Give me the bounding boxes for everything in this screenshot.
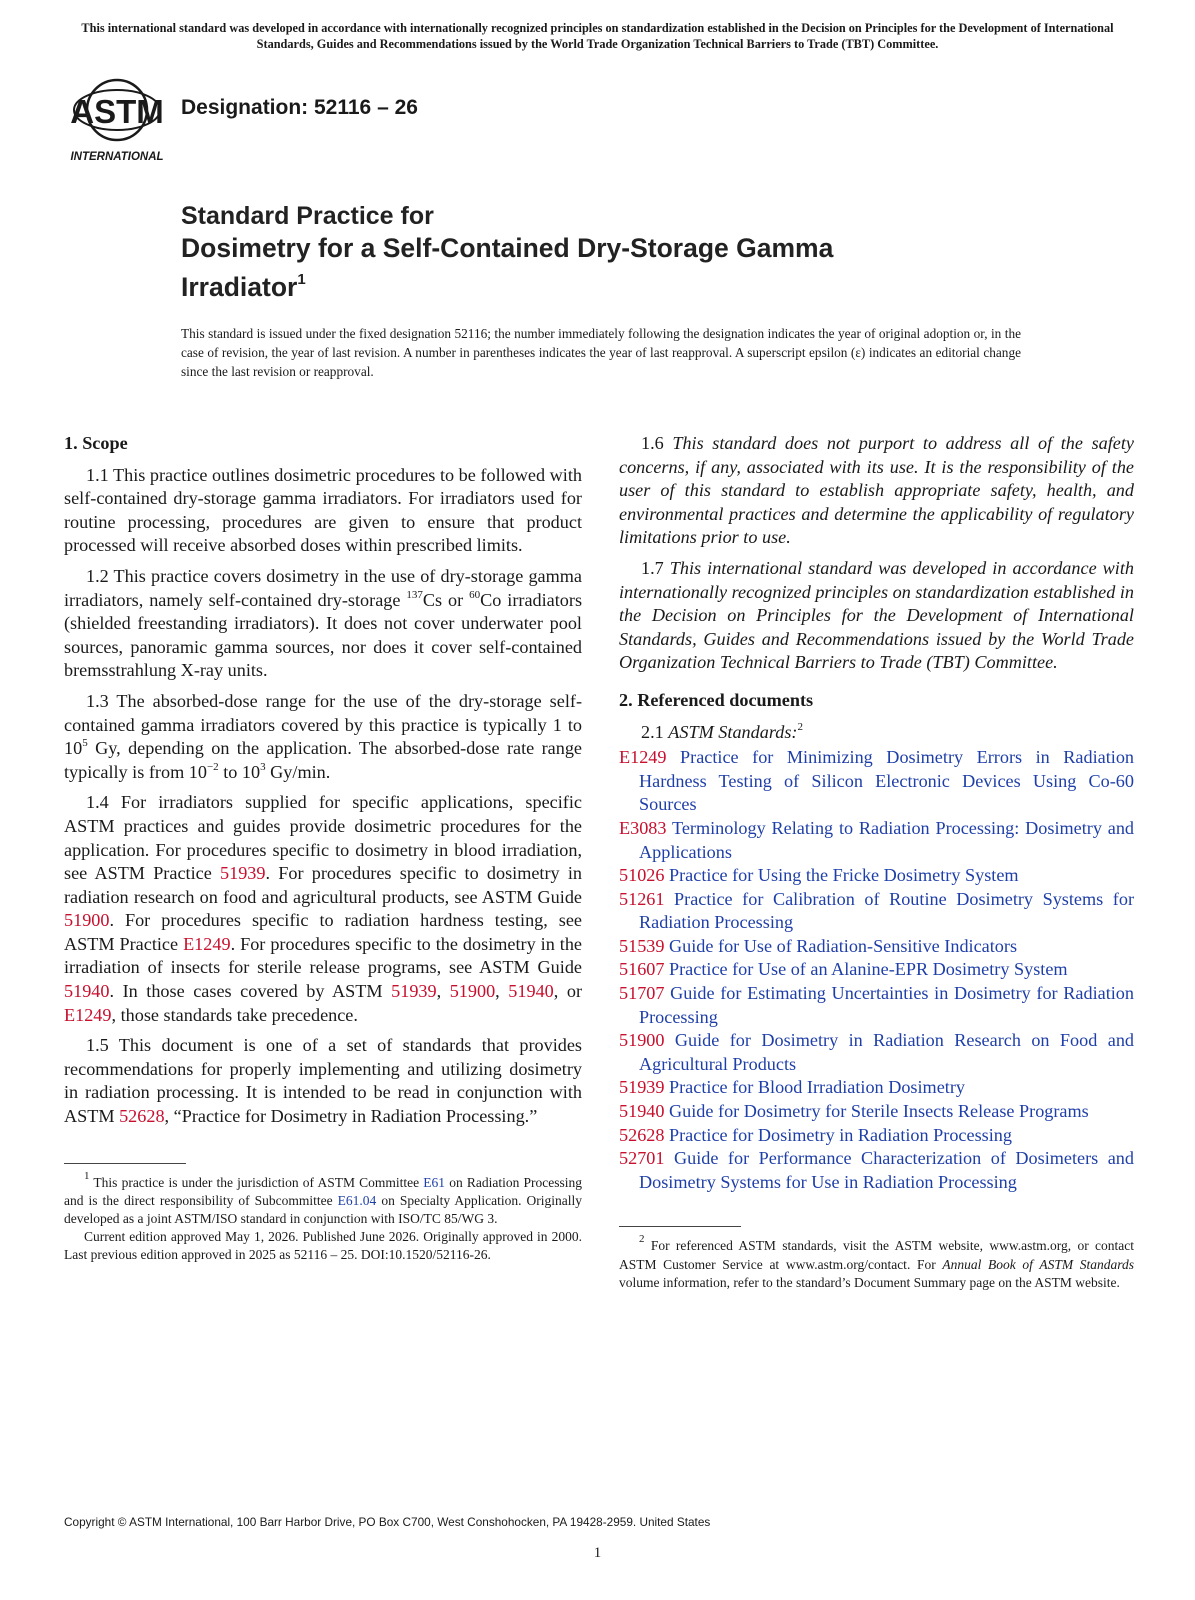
- logo-tagline: INTERNATIONAL: [70, 151, 164, 163]
- title-line-3-text: Irradiator: [181, 272, 298, 302]
- link-52628[interactable]: 52628: [119, 1106, 165, 1127]
- designation: Designation: 52116 – 26: [181, 96, 418, 119]
- reference-item: [619, 1029, 1134, 1076]
- sup-minus-2: −2: [206, 760, 219, 773]
- link-E61[interactable]: E61: [423, 1174, 446, 1190]
- title-line-2: Dosimetry for a Self-Contained Dry-Storage Gamma: [181, 233, 834, 263]
- reference-title-link[interactable]: Practice for Dosimetry in Radiation Processing: [669, 1124, 1012, 1145]
- page-number: 1: [593, 1545, 602, 1561]
- reference-code-link[interactable]: E1249: [619, 747, 667, 768]
- footnote-rule-right: [619, 1226, 741, 1227]
- reference-title-link[interactable]: Guide for Dosimetry for Sterile Insects Release Programs: [669, 1101, 1089, 1122]
- para-1-7-text: This international standard was developed in accordance with internationally recognized principles on standardization established in the Decision on Principles for the Development of International Standards, Guides and Recommendations issued by the World Trade Organization Technical Barriers to Trade (TBT) Committee.: [619, 557, 1135, 673]
- para-1-6: [619, 432, 1134, 550]
- reference-code-link[interactable]: 51607: [619, 959, 665, 980]
- link-51900-2[interactable]: 51900: [449, 981, 496, 1002]
- astm-logo-icon: [64, 70, 170, 166]
- copyright: Copyright © ASTM International, 100 Barr Harbor Drive, PO Box C700, West Conshohocken, PA 19428-2959. United States: [64, 1515, 711, 1529]
- reference-item: [619, 1076, 1134, 1100]
- reference-title-link[interactable]: Practice for Blood Irradiation Dosimetry: [669, 1077, 965, 1098]
- reference-title-link[interactable]: Guide for Performance Characterization of Dosimeters and Dosimetry Systems for Use in Radiation Processing: [639, 1148, 1134, 1192]
- reference-code-link[interactable]: 51940: [619, 1101, 665, 1122]
- astm-logo: [64, 70, 170, 166]
- para-1-3-text-b: Gy, depending on the application. The absorbed-dose rate range typically is from 10: [64, 738, 582, 782]
- link-51900[interactable]: 51900: [64, 910, 110, 931]
- reference-item: [619, 982, 1134, 1029]
- reference-item: [619, 746, 1134, 817]
- para-1-4-text-c: . For procedures specific to radiation hardness testing, see ASTM Practice: [64, 910, 582, 954]
- reference-list: [619, 746, 1134, 1194]
- title-line-1: Standard Practice for: [181, 202, 434, 230]
- referenced-heading: 2. Referenced documents: [619, 689, 814, 710]
- reference-code-link[interactable]: 51900: [619, 1030, 665, 1051]
- para-1-3-text-a: 1.3 The absorbed-dose range for the use of the dry-storage self-contained gamma irradiators covered by this practice is typically 1 to 10: [64, 690, 582, 759]
- reference-title-link[interactable]: Practice for Calibration of Routine Dosimetry Systems for Radiation Processing: [639, 888, 1135, 933]
- reference-title-link[interactable]: Guide for Estimating Uncertainties in Dosimetry for Radiation Processing: [639, 983, 1134, 1027]
- reference-code-link[interactable]: 52701: [619, 1148, 665, 1169]
- para-1-4-text-d: . For procedures specific to the dosimetry in the irradiation of insects for sterile release programs, see ASTM Guide: [64, 933, 582, 978]
- reference-item: [619, 888, 1134, 935]
- reference-code-link[interactable]: E3083: [619, 817, 667, 838]
- footnote-1-text: [64, 1169, 583, 1229]
- footnote-rule-left: [64, 1163, 186, 1164]
- para-1-5-text-b: , “Practice for Dosimetry in Radiation Processing.”: [164, 1106, 538, 1127]
- reference-code-link[interactable]: 51939: [619, 1077, 665, 1098]
- reference-title-link[interactable]: Practice for Minimizing Dosimetry Errors in Radiation Hardness Testing of Silicon Electronic Devices Using Co-60 Sources: [639, 747, 1135, 815]
- para-1-4-text-a: 1.4 For irradiators supplied for specific applications, specific ASTM practices and guides provide dosimetric procedures for the application. For procedures specific to dosimetry in blood irradiation, see ASTM Practice: [64, 792, 582, 884]
- top-notice: This international standard was developed in accordance with internationally recognized principles on standardization established in the Decision on Principles for the Development of International Standards, Guides and Recommendations issued by the World Trade Organization Technical Barriers to Trade (TBT) Committee.: [81, 21, 1114, 51]
- astm-standards-subheading: [619, 721, 1134, 745]
- reference-title-link[interactable]: Practice for Using the Fricke Dosimetry System: [669, 865, 1019, 886]
- para-1-6-text: This standard does not purport to address all of the safety concerns, if any, associated with its use. It is the responsibility of the user of this standard to establish appropriate safety, health, and environmental practices and determine the applicability of regulatory limitations prior to use.: [619, 433, 1134, 548]
- scope-heading: 1. Scope: [64, 433, 128, 453]
- reference-code-link[interactable]: 51707: [619, 983, 665, 1004]
- reference-title-link[interactable]: Practice for Use of an Alanine-EPR Dosimetry System: [669, 959, 1068, 980]
- para-1-2-text-c: Co irradiators (shielded freestanding irradiators). It does not cover underwater pool sources, panoramic gamma sources, nor does it cover self-contained bremsstrahlung X-ray units.: [64, 589, 583, 681]
- footnote-2: [619, 1233, 1134, 1292]
- reference-code-link[interactable]: 51539: [619, 935, 665, 956]
- sub-label: ASTM Standards:: [668, 721, 798, 742]
- para-1-2: [64, 565, 582, 683]
- para-1-3-text-c: to 10: [218, 761, 261, 782]
- para-1-2-text-b: Cs or: [422, 589, 470, 610]
- para-1-4-text-b: . For procedures specific to dosimetry in radiation research on food and agricultural products, see ASTM Guide: [64, 863, 582, 907]
- reference-item: [619, 935, 1134, 959]
- link-51939[interactable]: 51939: [220, 863, 266, 884]
- footnote-1: [64, 1169, 583, 1265]
- footnote-1-b: on Radiation Processing and is the direct responsibility of Subcommittee: [64, 1174, 582, 1208]
- footnote-1-c: on Specialty Application. Originally developed as a joint ASTM/ISO standard in conjunction with ISO/TC 85/WG 3.: [64, 1192, 583, 1227]
- sub-footnote-mark: 2: [797, 720, 803, 733]
- sup-137: 137: [406, 588, 423, 601]
- reference-item: [619, 958, 1134, 982]
- reference-item: [619, 864, 1134, 888]
- para-1-5: [64, 1034, 582, 1128]
- reference-title-link[interactable]: Terminology Relating to Radiation Processing: Dosimetry and Applications: [639, 817, 1135, 862]
- footnote-2-italic: Annual Book of ASTM Standards: [942, 1256, 1134, 1272]
- para-1-7: [619, 557, 1134, 675]
- footnote-1-mark: 1: [84, 1169, 90, 1182]
- reference-code-link[interactable]: 52628: [619, 1124, 665, 1145]
- link-51940[interactable]: 51940: [64, 981, 110, 1002]
- footnote-2-b: volume information, refer to the standard’s Document Summary page on the ASTM website.: [619, 1274, 1120, 1290]
- para-1-3: [64, 690, 582, 784]
- sup-5: 5: [82, 737, 88, 750]
- sub-num: 2.1: [641, 721, 669, 742]
- link-E61-04[interactable]: E61.04: [337, 1192, 377, 1208]
- link-E1249-2[interactable]: E1249: [64, 1004, 112, 1025]
- link-51940-2[interactable]: 51940: [508, 981, 554, 1002]
- para-1-4-text-e: . In those cases covered by ASTM: [109, 981, 392, 1002]
- para-1-7-num: 1.7: [641, 557, 670, 578]
- reference-title-link[interactable]: Guide for Dosimetry in Radiation Research on Food and Agricultural Products: [639, 1030, 1135, 1074]
- reference-item: [619, 1124, 1134, 1148]
- para-1-2-text-a: 1.2 This practice covers dosimetry in the use of dry-storage gamma irradiators, namely self-contained dry-storage: [64, 565, 582, 610]
- footnote-1-a: This practice is under the jurisdiction of ASTM Committee: [89, 1174, 424, 1190]
- footnote-2-a: For referenced ASTM standards, visit the ASTM website, www.astm.org, or contact ASTM Customer Service at www.astm.org/contact. For: [619, 1238, 1134, 1272]
- logo-wordmark: ASTM: [70, 93, 164, 130]
- para-1-4-text-f: , or: [553, 981, 583, 1002]
- footnote-2-text: [619, 1233, 1134, 1292]
- title-line-3: [181, 264, 941, 303]
- para-1-4-text-g: , those standards take precedence.: [111, 1004, 358, 1025]
- reference-item: [619, 1147, 1134, 1194]
- issued-statement: This standard is issued under the fixed designation 52116; the number immediately following the designation indicates the year of original adoption or, in the case of revision, the year of last revision. A number in parentheses indicates the year of last reapproval. A superscript epsilon (ε) indicates an editorial change since the last revision or reapproval.: [181, 326, 1021, 379]
- right-column: [619, 432, 1134, 1292]
- reference-code-link[interactable]: 51026: [619, 865, 665, 886]
- title-footnote-mark[interactable]: 1: [297, 271, 306, 288]
- para-1-6-num: 1.6: [641, 433, 673, 453]
- footnote-2-mark: 2: [639, 1233, 645, 1246]
- reference-code-link[interactable]: 51261: [619, 888, 665, 909]
- footnote-1-edition: Current edition approved May 1, 2026. Published June 2026. Originally approved in 2000. Last previous edition approved in 2025 as 52116 – 25. DOI:10.1520/52116-26.: [64, 1229, 582, 1263]
- para-1-1: 1.1 This practice outlines dosimetric procedures to be followed with self-contained dry-storage gamma irradiators. For irradiators used for routine processing, procedures are given to ensure that product processed will receive absorbed doses within prescribed limits.: [64, 464, 582, 556]
- left-column: [64, 432, 582, 1265]
- para-1-4: [64, 791, 582, 1027]
- document-title: [181, 200, 941, 303]
- reference-item: [619, 817, 1134, 864]
- para-1-3-text-d: Gy/min.: [265, 761, 331, 782]
- comma: ,: [436, 981, 450, 1002]
- link-E1249[interactable]: E1249: [183, 933, 231, 954]
- para-1-5-text-a: 1.5 This document is one of a set of standards that provides recommendations for properly implementing and utilizing dosimetry in radiation processing. It is intended to be read in conjunction with ASTM: [64, 1035, 582, 1127]
- link-51939-2[interactable]: 51939: [391, 981, 437, 1002]
- sup-60: 60: [469, 588, 481, 601]
- reference-item: [619, 1100, 1134, 1124]
- reference-title-link[interactable]: Guide for Use of Radiation-Sensitive Indicators: [669, 935, 1018, 956]
- sup-3: 3: [260, 760, 266, 773]
- comma: ,: [495, 981, 509, 1002]
